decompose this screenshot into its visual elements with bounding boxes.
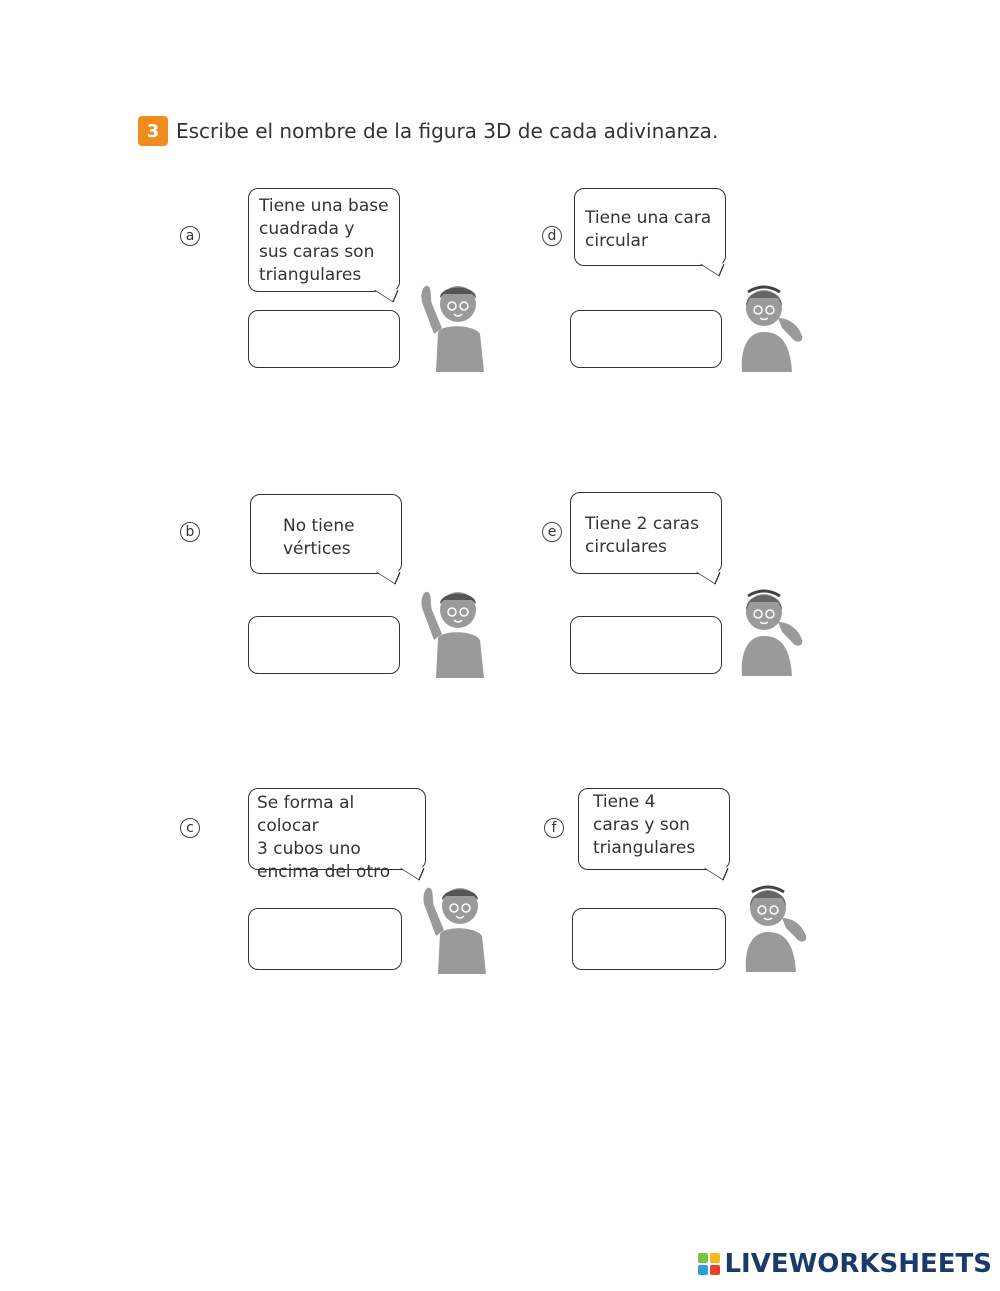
riddle-bubble	[570, 492, 722, 574]
riddle-item-f	[542, 788, 882, 988]
riddle-text: No tiene vértices	[283, 516, 355, 559]
answer-input[interactable]	[249, 909, 401, 969]
logo-square	[698, 1253, 708, 1263]
logo-square	[710, 1253, 720, 1263]
item-letter: b	[180, 522, 200, 542]
exercise-number-badge: 3	[138, 116, 168, 146]
answer-box[interactable]	[248, 616, 400, 674]
answer-input[interactable]	[249, 311, 399, 367]
answer-input[interactable]	[573, 909, 725, 969]
boy-waving-illustration	[414, 272, 490, 372]
riddle-item-c	[178, 788, 518, 988]
girl-thinking-illustration	[734, 278, 810, 372]
item-letter: f	[544, 818, 564, 838]
exercise-header	[138, 116, 718, 146]
logo-mark-icon	[698, 1253, 720, 1275]
riddle-item-a	[178, 186, 518, 386]
exercise-instruction: Escribe el nombre de la figura 3D de cada adivinanza.	[176, 119, 719, 143]
item-letter: c	[180, 818, 200, 838]
riddle-text: Tiene 4 caras y son triangulares	[593, 792, 696, 858]
riddle-item-b	[178, 492, 518, 692]
answer-box[interactable]	[572, 908, 726, 970]
answer-input[interactable]	[571, 617, 721, 673]
riddle-bubble	[248, 188, 400, 292]
logo-text: LIVEWORKSHEETS	[724, 1249, 992, 1279]
riddle-bubble	[574, 188, 726, 266]
answer-box[interactable]	[570, 310, 722, 368]
answer-input[interactable]	[571, 311, 721, 367]
answer-box[interactable]	[570, 616, 722, 674]
girl-thinking-illustration	[738, 878, 814, 972]
riddle-text: Tiene 2 caras circulares	[585, 514, 699, 557]
riddle-text: Tiene una cara circular	[585, 208, 712, 251]
answer-box[interactable]	[248, 310, 400, 368]
riddle-text: Se forma al colocar 3 cubos uno encima del otro	[257, 793, 391, 882]
liveworksheets-logo	[698, 1249, 992, 1279]
boy-waving-illustration	[416, 874, 492, 974]
riddle-item-d	[540, 186, 880, 386]
girl-thinking-illustration	[734, 582, 810, 676]
riddle-item-e	[540, 492, 880, 692]
logo-square	[698, 1265, 708, 1275]
answer-box[interactable]	[248, 908, 402, 970]
item-letter: d	[542, 226, 562, 246]
riddle-bubble	[250, 494, 402, 574]
riddle-bubble	[248, 788, 426, 882]
answer-input[interactable]	[249, 617, 399, 673]
riddle-bubble	[578, 788, 730, 870]
riddle-text: Tiene una base cuadrada y sus caras son triangulares	[259, 196, 389, 285]
item-letter: e	[542, 522, 562, 542]
logo-square	[710, 1265, 720, 1275]
item-letter: a	[180, 226, 200, 246]
boy-waving-illustration	[414, 578, 490, 678]
